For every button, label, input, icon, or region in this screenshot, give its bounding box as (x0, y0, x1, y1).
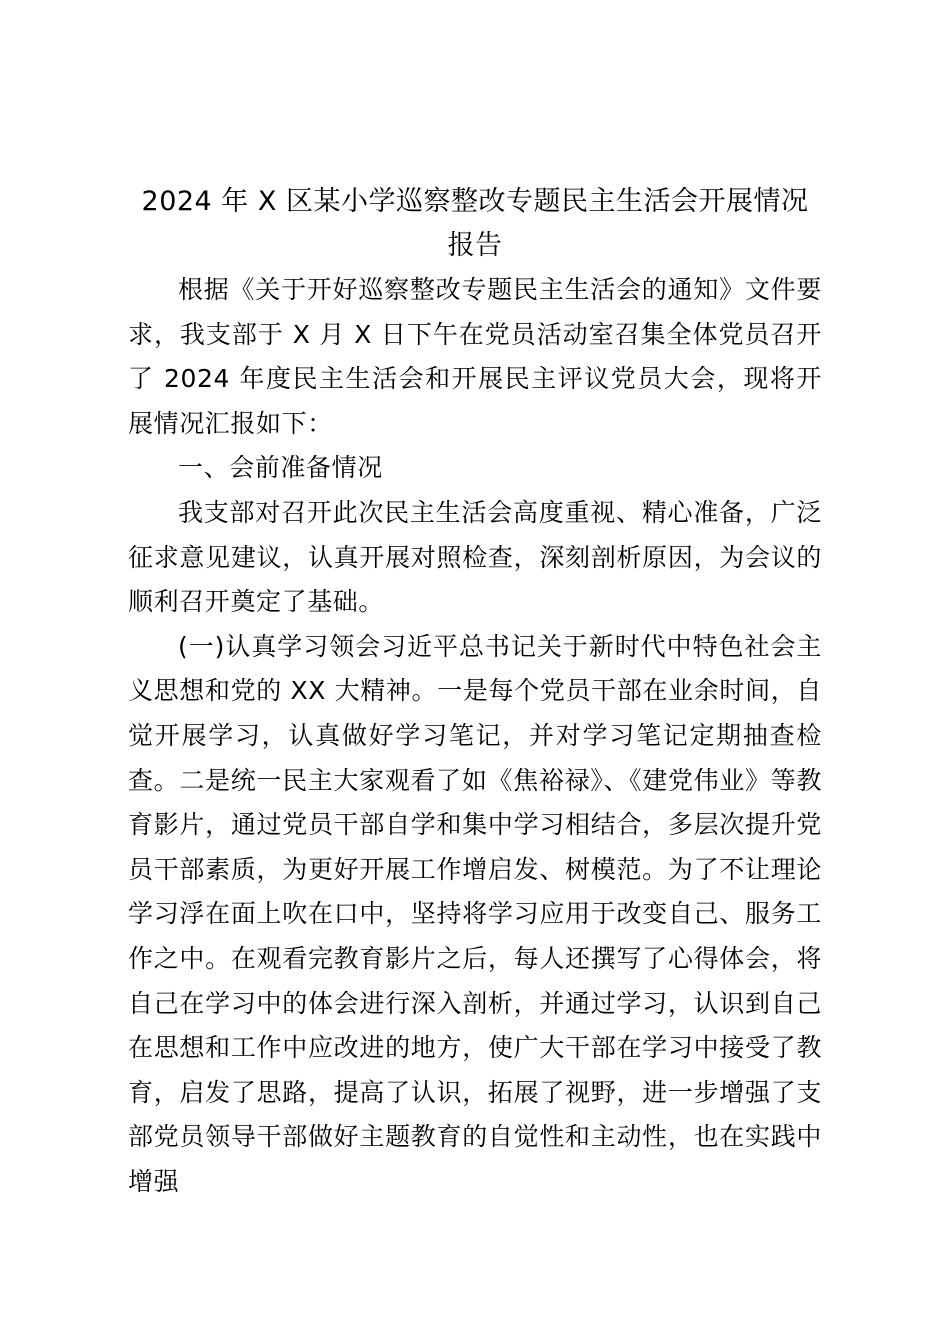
section-paragraph-preparation: 我支部对召开此次民主生活会高度重视、精心准备，广泛征求意见建议，认真开展对照检查，深刻剖析原因，为会议的顺利召开奠定了基础。 (128, 497, 822, 617)
intro-paragraph: 根据《关于开好巡察整改专题民主生活会的通知》文件要求，我支部于 X 月 X 日下午在党员活动室召集全体党员召开了 2024 年度民主生活会和开展民主评议党员大会，现将开展情况汇报如下： (128, 275, 822, 438)
subsection-paragraph-study: (一)认真学习领会习近平总书记关于新时代中特色社会主义思想和党的 XX 大精神。一是每个党员干部在业余时间，自觉开展学习，认真做好学习笔记，并对学习笔记定期抽查检查。二是统一民主大家观看了如《焦裕禄》、《建党伟业》等教育影片，通过党员干部自学和集中学习相结合，多层次提升党员干部素质，为更好开展工作增启发、树模范。为了不让理论学习浮在面上吹在口中，坚持将学习应用于改变自己、服务工作之中。在观看完教育影片之后，每人还撰写了心得体会，将自己在学习中的体会进行深入剖析，并通过学习，认识到自己在思想和工作中应改进的地方，使广大干部在学习中接受了教育，启发了思路，提高了认识，拓展了视野，进一步增强了支部党员领导干部做好主题教育的自觉性和主动性，也在实践中增强 (128, 631, 822, 1196)
section-heading-preparation: 一、会前准备情况 (178, 453, 383, 483)
document-title: 2024 年 X 区某小学巡察整改专题民主生活会开展情况报告 (141, 186, 809, 261)
document-page (128, 180, 822, 1204)
